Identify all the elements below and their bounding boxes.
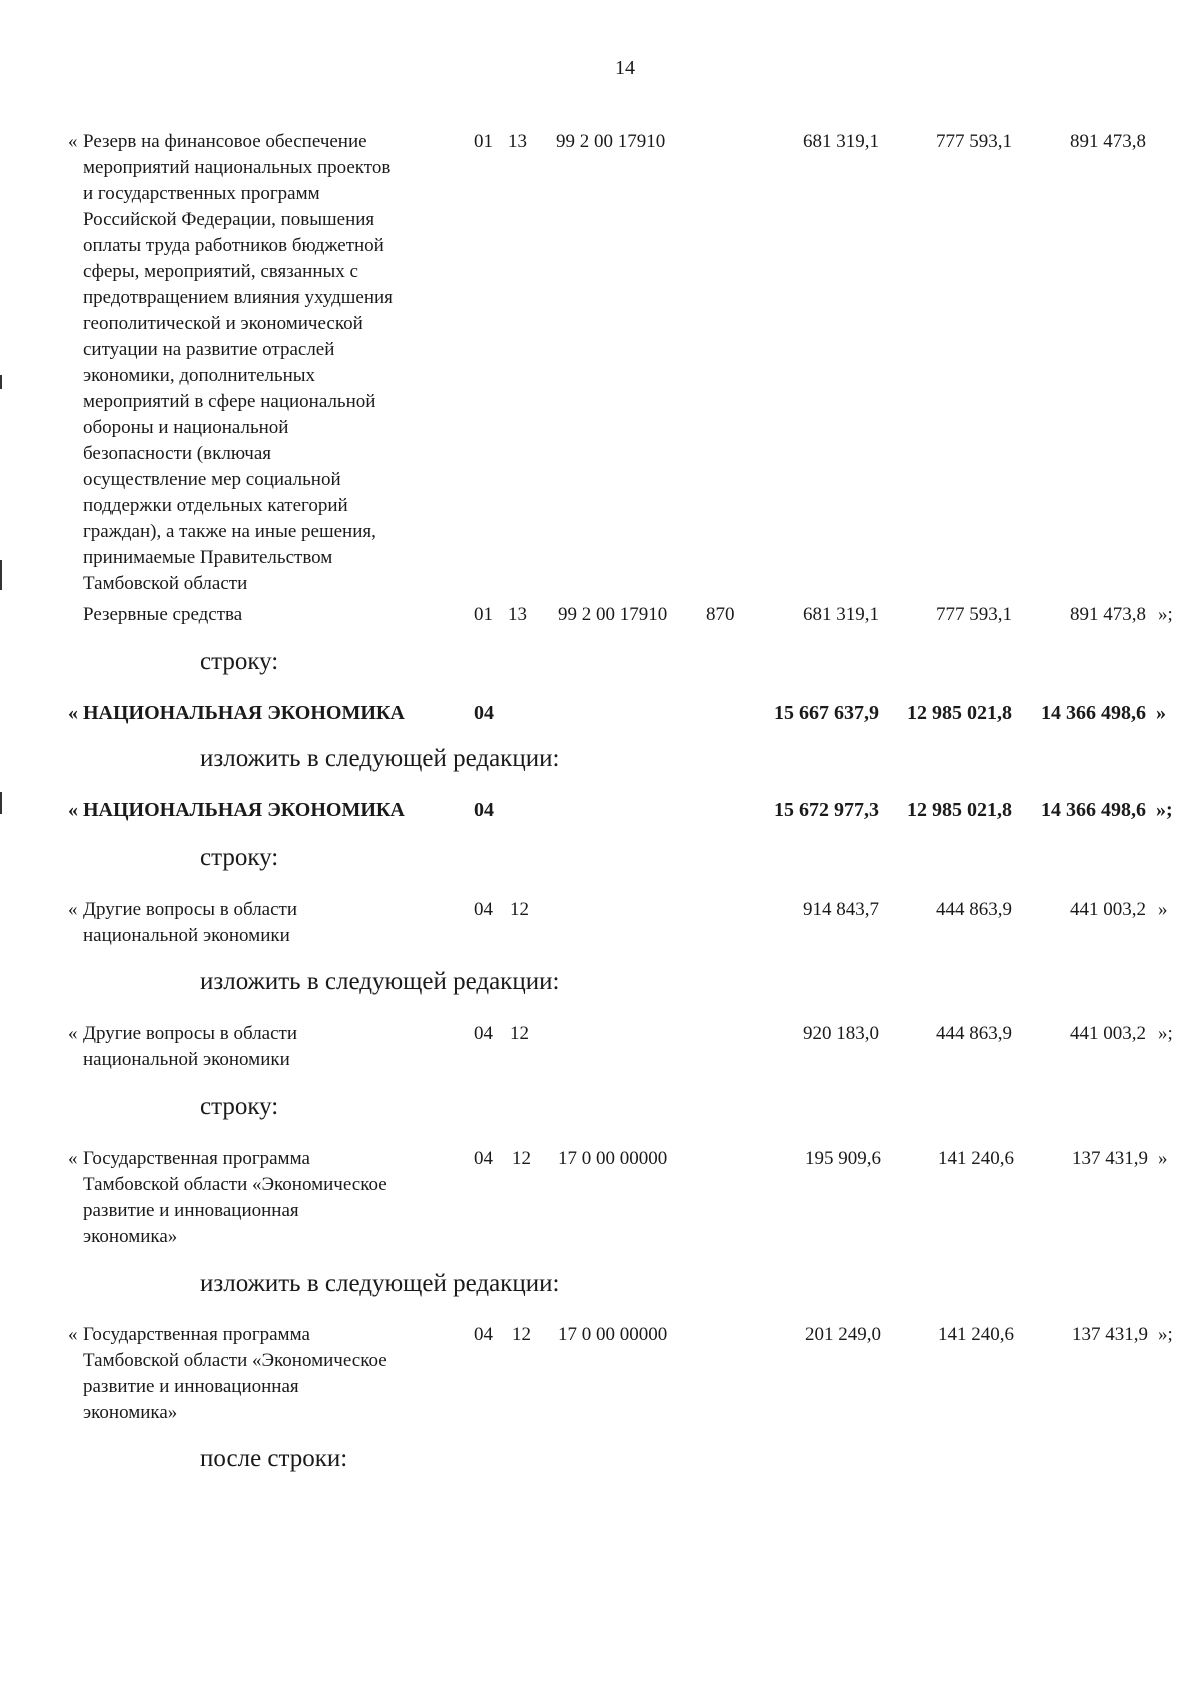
cell-subsection: 12: [510, 1023, 529, 1044]
row-description: « НАЦИОНАЛЬНАЯ ЭКОНОМИКА: [68, 799, 405, 821]
row-description: « Другие вопросы в области национальной экономики: [68, 899, 298, 946]
cell-subsection: 13: [508, 604, 527, 625]
scan-edge-mark: [0, 375, 2, 389]
cell-section: 04: [474, 702, 494, 724]
cell-expense-type: 870: [706, 604, 735, 625]
cell-year-2: 12 985 021,8: [907, 702, 1012, 724]
row-closing-quote: »: [1158, 899, 1168, 920]
scan-edge-mark: [0, 792, 2, 814]
scan-edge-mark: [0, 560, 2, 590]
cell-section: 04: [474, 1148, 493, 1169]
cell-year-2: 777 593,1: [936, 131, 1012, 152]
cell-subsection: 12: [510, 899, 529, 920]
cell-year-3: 441 003,2: [1070, 899, 1146, 920]
cell-year-1: 681 319,1: [803, 131, 879, 152]
row-closing-quote: »;: [1156, 799, 1173, 821]
cell-year-3: 441 003,2: [1070, 1023, 1146, 1044]
cell-year-3: 891 473,8: [1070, 604, 1146, 625]
row-description: « Резерв на финансовое обеспечение мероприятий национальных проектов и государственных программ Российской Федерации, повышения оплаты труда работников бюджетной сферы, мероприятий, связанных с предотвращением влияния ухудшения геополитической и экономической ситуации на развитие отраслей экономики, дополнительных мероприятий в сфере национальной обороны и национальной безопасности (включая осуществление мер социальной поддержки отдельных категорий граждан), а также на иные решения, принимаемые Правительством Тамбовской области: [68, 131, 393, 594]
cell-section: 04: [474, 899, 493, 920]
cell-year-2: 141 240,6: [938, 1148, 1014, 1169]
cell-section: 04: [474, 1324, 493, 1345]
cell-year-1: 201 249,0: [805, 1324, 881, 1345]
cell-year-3: 137 431,9: [1072, 1324, 1148, 1345]
cell-year-2: 141 240,6: [938, 1324, 1014, 1345]
row-closing-quote: »;: [1158, 1023, 1173, 1044]
cell-year-1: 15 672 977,3: [774, 799, 879, 821]
cell-target-article: 17 0 00 00000: [558, 1148, 668, 1169]
cell-year-2: 444 863,9: [936, 1023, 1012, 1044]
cell-section: 04: [474, 799, 494, 821]
cell-year-2: 444 863,9: [936, 899, 1012, 920]
page-number: 14: [615, 57, 635, 79]
cell-year-3: 14 366 498,6: [1041, 702, 1146, 724]
row-closing-quote: »;: [1158, 604, 1173, 625]
cell-target-article: 99 2 00 17910: [558, 604, 668, 625]
instruction-text: изложить в следующей редакции:: [200, 745, 560, 772]
instruction-text: после строки:: [200, 1445, 348, 1472]
cell-subsection: 12: [512, 1148, 531, 1169]
instruction-text: изложить в следующей редакции:: [200, 1270, 560, 1297]
cell-subsection: 12: [512, 1324, 531, 1345]
cell-year-1: 920 183,0: [803, 1023, 879, 1044]
cell-year-1: 195 909,6: [805, 1148, 881, 1169]
row-description: « НАЦИОНАЛЬНАЯ ЭКОНОМИКА: [68, 702, 405, 724]
cell-target-article: 17 0 00 00000: [558, 1324, 668, 1345]
instruction-text: строку:: [200, 1093, 279, 1120]
row-description: Резервные средства: [83, 604, 243, 625]
instruction-text: изложить в следующей редакции:: [200, 968, 560, 995]
cell-section: 01: [474, 604, 493, 625]
row-description: « Государственная программа Тамбовской области «Экономическое развитие и инновационная экономика»: [68, 1148, 387, 1247]
cell-year-3: 891 473,8: [1070, 131, 1146, 152]
cell-year-3: 14 366 498,6: [1041, 799, 1146, 821]
row-closing-quote: »;: [1158, 1324, 1173, 1345]
cell-year-1: 681 319,1: [803, 604, 879, 625]
cell-year-2: 777 593,1: [936, 604, 1012, 625]
row-closing-quote: »: [1156, 702, 1166, 724]
cell-section: 04: [474, 1023, 493, 1044]
cell-section: 01: [474, 131, 493, 152]
cell-year-1: 15 667 637,9: [774, 702, 879, 724]
instruction-text: строку:: [200, 648, 279, 675]
cell-year-3: 137 431,9: [1072, 1148, 1148, 1169]
cell-year-2: 12 985 021,8: [907, 799, 1012, 821]
cell-target-article: 99 2 00 17910: [556, 131, 666, 152]
row-closing-quote: »: [1158, 1148, 1168, 1169]
row-description: « Государственная программа Тамбовской области «Экономическое развитие и инновационная экономика»: [68, 1324, 387, 1423]
cell-year-1: 914 843,7: [803, 899, 879, 920]
row-description: « Другие вопросы в области национальной экономики: [68, 1023, 298, 1070]
cell-subsection: 13: [508, 131, 527, 152]
instruction-text: строку:: [200, 844, 279, 871]
